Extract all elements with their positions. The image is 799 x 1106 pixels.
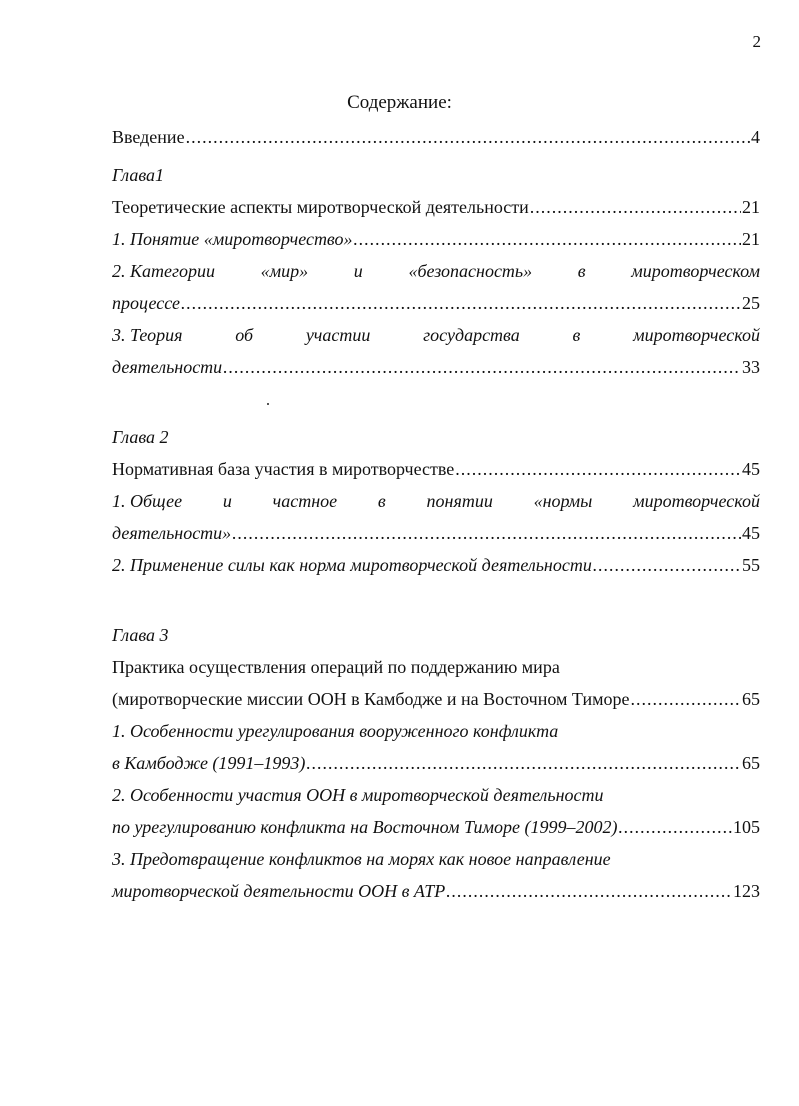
toc-entry-1-1[interactable] (112, 228, 760, 250)
dot-leader (181, 292, 741, 314)
toc-entry-text: (миротворческие миссии ООН в Камбодже и на Восточном Тиморе (112, 689, 630, 709)
word: и (222, 491, 232, 511)
word: в (377, 491, 386, 511)
toc-entry-3-2-line2[interactable] (112, 816, 760, 838)
dot-leader (232, 522, 741, 544)
toc-page-number: 4 (751, 127, 760, 147)
word: «мир» (260, 261, 309, 281)
dot-leader (446, 880, 732, 902)
toc-entry-chapter-1-title[interactable] (112, 196, 760, 218)
dot-leader (593, 554, 741, 576)
toc-entry-text: деятельности» (112, 523, 232, 543)
toc-page-number: 45 (742, 523, 760, 543)
word: понятии (426, 491, 493, 511)
toc-page-number: 21 (742, 229, 760, 249)
toc-entry-3-1-line1[interactable]: 1. Особенности урегулирования вооруженного конфликта (112, 721, 559, 741)
chapter-1-heading: Глава1 (112, 165, 165, 185)
toc-page-number: 55 (742, 555, 760, 575)
scan-speck (267, 403, 269, 405)
toc-page-number: 123 (733, 881, 760, 901)
toc-entry-chapter-2-title[interactable] (112, 458, 760, 480)
toc-entry-text: по урегулированию конфликта на Восточном Тиморе (1999–2002) (112, 817, 618, 837)
toc-entry-1-3-line2[interactable] (112, 356, 760, 378)
toc-entry-3-1-line2[interactable] (112, 752, 760, 774)
word: «нормы (533, 491, 593, 511)
word: 1. Общее (112, 491, 183, 511)
dot-leader (619, 816, 733, 838)
chapter-2-heading: Глава 2 (112, 427, 169, 447)
toc-entry-1-3-line1[interactable] (112, 324, 760, 346)
toc-entry-text: 2. Применение силы как норма миротворческой деятельности (112, 555, 592, 575)
toc-page-number: 65 (742, 753, 760, 773)
chapter-3-heading: Глава 3 (112, 625, 169, 645)
dot-leader (354, 228, 741, 250)
word: в (577, 261, 586, 281)
word: «безопасность» (408, 261, 533, 281)
toc-page-number: 45 (742, 459, 760, 479)
word: в (572, 325, 581, 345)
toc-entry-text: миротворческой деятельности ООН в АТР (112, 881, 446, 901)
word: участии (305, 325, 371, 345)
toc-entry-chapter-3-title-line2[interactable] (112, 688, 760, 710)
toc-entry-2-1-line1[interactable] (112, 490, 760, 512)
word: миротворческой (633, 325, 760, 345)
dot-leader (455, 458, 741, 480)
dot-leader (186, 126, 750, 148)
toc-entry-text: процессе (112, 293, 180, 313)
toc-entry-chapter-3-title-line1[interactable]: Практика осуществления операций по поддержанию мира (112, 657, 560, 677)
word: об (235, 325, 254, 345)
toc-entry-2-2[interactable] (112, 554, 760, 576)
toc-entry-intro[interactable] (112, 126, 760, 148)
toc-page-number: 65 (742, 689, 760, 709)
toc-entry-3-2-line1[interactable]: 2. Особенности участия ООН в миротворческой деятельности (112, 785, 604, 805)
word: 3. Теория (112, 325, 183, 345)
toc-entry-text: Введение (112, 127, 185, 147)
toc-title: Содержание: (347, 92, 452, 113)
toc-page-number: 25 (742, 293, 760, 313)
dot-leader (630, 688, 741, 710)
word: 2. Категории (112, 261, 215, 281)
toc-entry-text: Нормативная база участия в миротворчестве (112, 459, 455, 479)
word: миротворческом (631, 261, 760, 281)
toc-entry-1-2-line2[interactable] (112, 292, 760, 314)
page-number: 2 (752, 32, 761, 51)
dot-leader (530, 196, 741, 218)
toc-page-number: 21 (742, 197, 760, 217)
toc-page-number: 33 (742, 357, 760, 377)
toc-entry-2-1-line2[interactable] (112, 522, 760, 544)
word: частное (272, 491, 338, 511)
toc-entry-1-2-line1[interactable] (112, 260, 760, 282)
toc-entry-text: деятельности (112, 357, 223, 377)
word: государства (423, 325, 520, 345)
dot-leader (223, 356, 741, 378)
toc-entry-3-3-line2[interactable] (112, 880, 760, 902)
toc-entry-text: в Камбодже (1991–1993) (112, 753, 306, 773)
toc-page-number: 105 (733, 817, 760, 837)
dot-leader (306, 752, 741, 774)
word: миротворческой (633, 491, 760, 511)
toc-entry-text: 1. Понятие «миротворчество» (112, 229, 353, 249)
toc-entry-3-3-line1[interactable]: 3. Предотвращение конфликтов на морях как новое направление (112, 849, 611, 869)
toc-entry-text: Теоретические аспекты миротворческой деятельности (112, 197, 529, 217)
word: и (353, 261, 363, 281)
